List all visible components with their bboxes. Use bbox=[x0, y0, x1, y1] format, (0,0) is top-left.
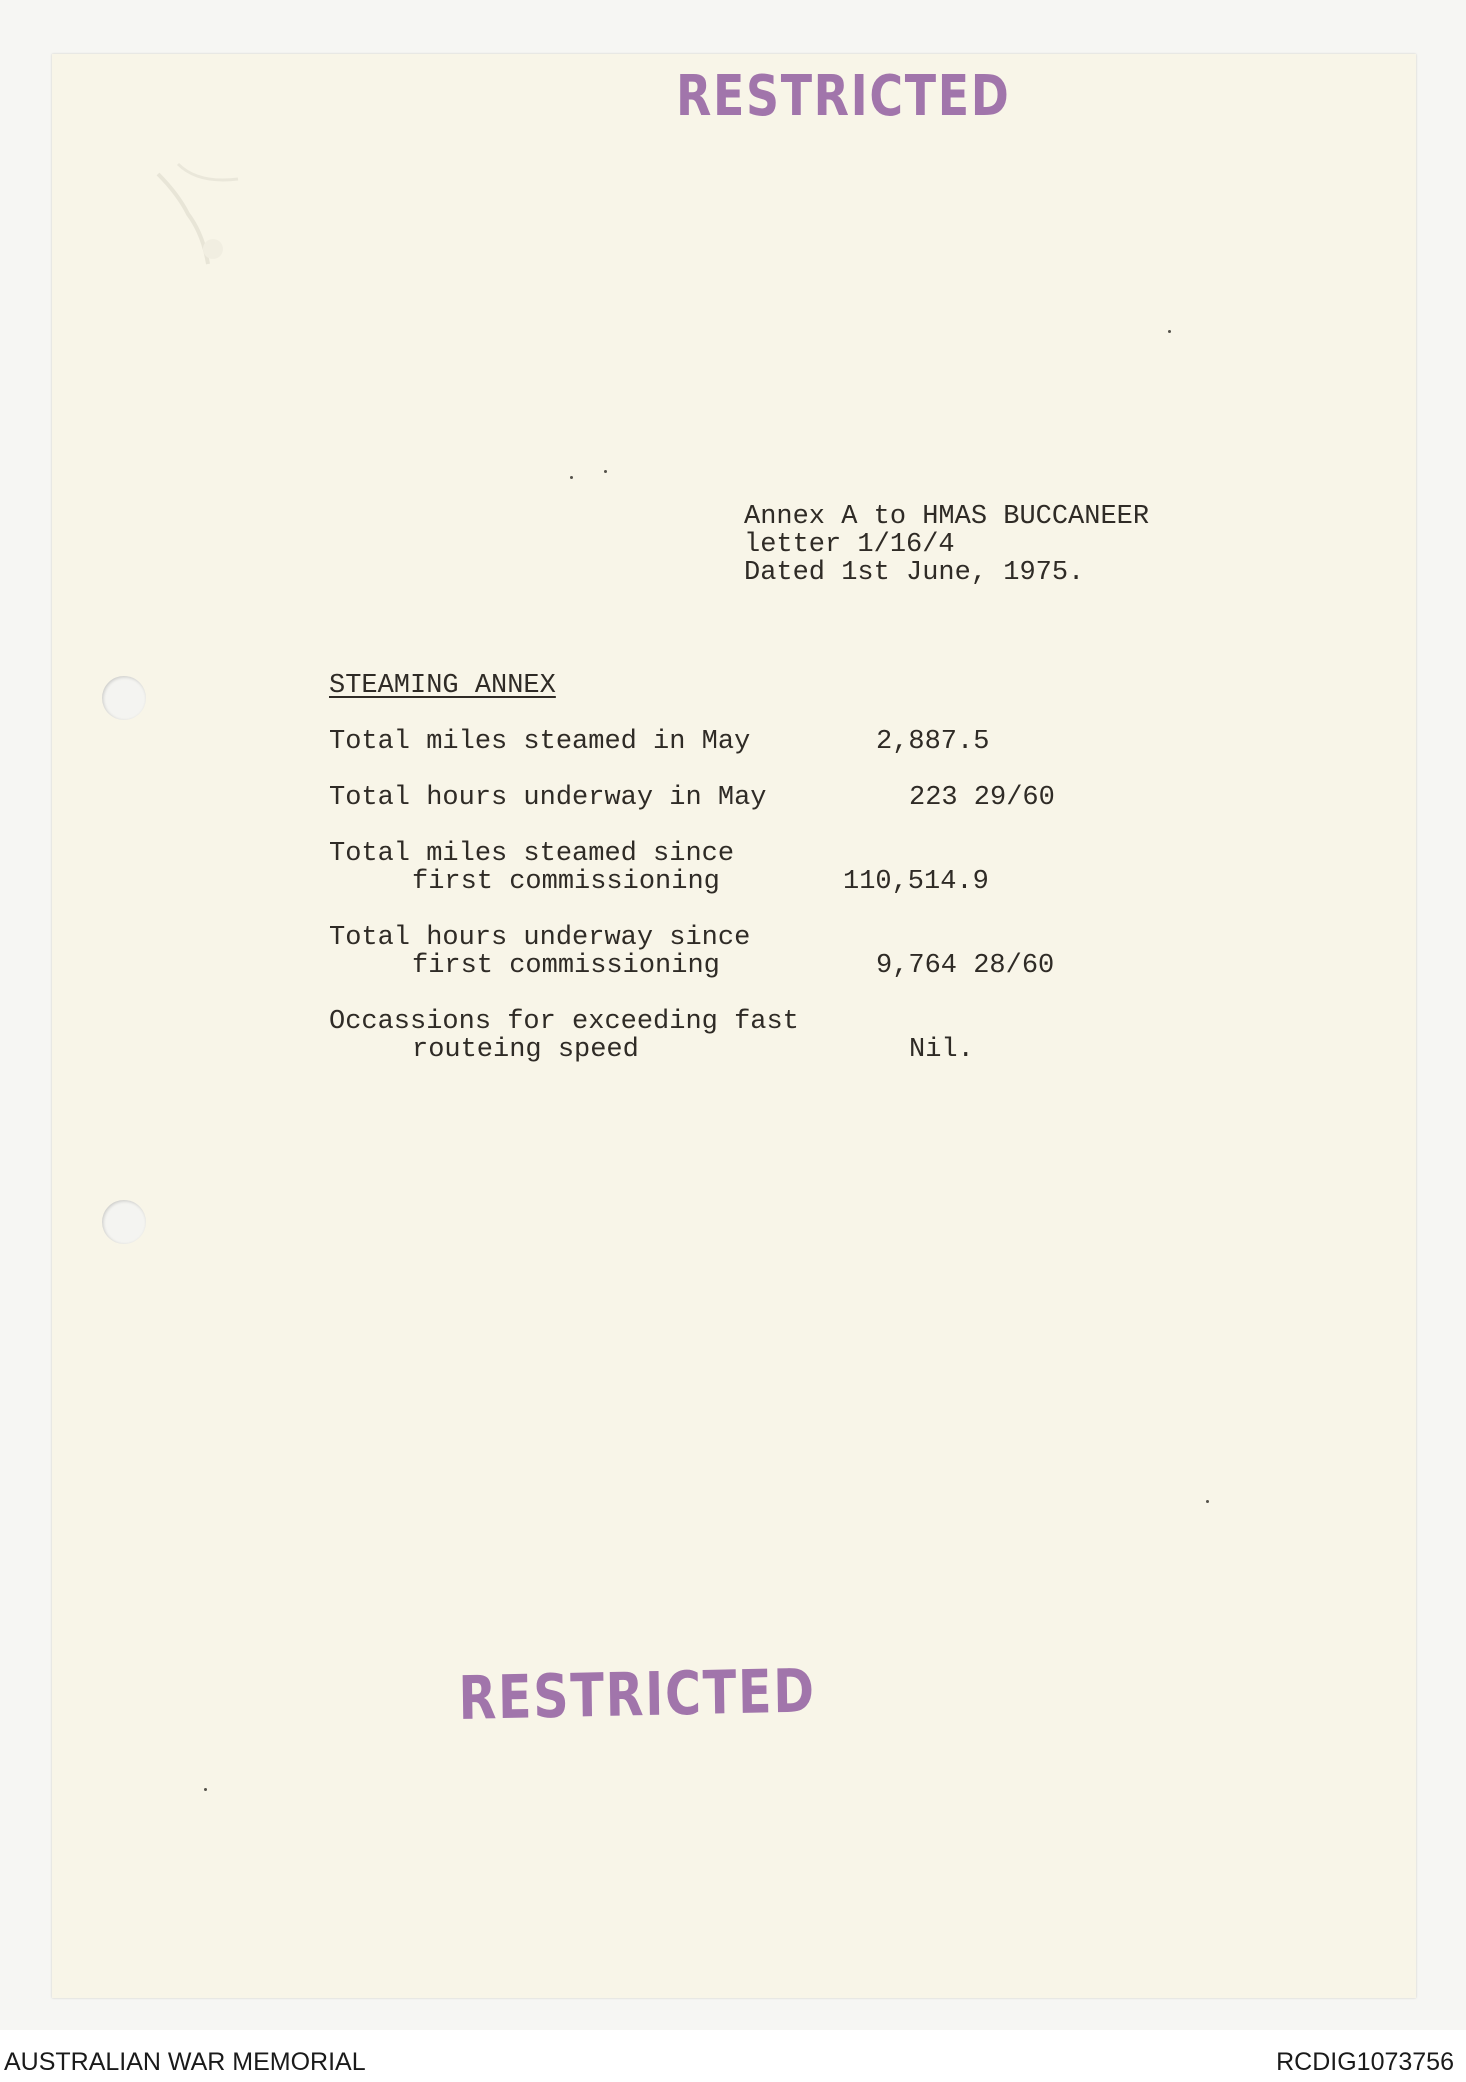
row-label-continuation: first commissioning bbox=[412, 951, 720, 981]
row-label: Total miles steamed since bbox=[329, 839, 735, 869]
row-value: Nil. bbox=[909, 1035, 974, 1065]
ink-speck bbox=[1206, 1500, 1209, 1503]
restricted-stamp-top: RESTRICTED bbox=[676, 64, 1011, 129]
paper-crease-mark bbox=[148, 154, 258, 284]
reference-line: letter 1/16/4 bbox=[744, 530, 955, 560]
annex-heading: STEAMING ANNEX bbox=[329, 671, 556, 701]
restricted-stamp-bottom: RESTRICTED bbox=[458, 1656, 817, 1734]
ink-speck bbox=[1168, 330, 1171, 333]
row-label: Total hours underway in May bbox=[329, 783, 767, 813]
row-label: Total miles steamed in May bbox=[329, 727, 751, 757]
reference-block bbox=[744, 503, 1149, 587]
ink-speck bbox=[604, 470, 607, 473]
row-label: Total hours underway since bbox=[329, 923, 751, 953]
ink-speck bbox=[570, 476, 573, 479]
row-value: 223 29/60 bbox=[909, 783, 1055, 813]
row-value: 110,514.9 bbox=[843, 867, 989, 897]
punch-hole-top bbox=[102, 676, 146, 720]
footer-archive-name: AUSTRALIAN WAR MEMORIAL bbox=[4, 2048, 366, 2076]
ink-speck bbox=[204, 1788, 207, 1791]
row-label-continuation: routeing speed bbox=[412, 1035, 639, 1065]
row-value: 9,764 28/60 bbox=[876, 951, 1055, 981]
footer-record-id: RCDIG1073756 bbox=[1276, 2048, 1454, 2076]
row-label-continuation: first commissioning bbox=[412, 867, 720, 897]
row-value: 2,887.5 bbox=[876, 727, 990, 757]
reference-line: Annex A to HMAS BUCCANEER bbox=[744, 502, 1150, 532]
punch-hole-bottom bbox=[102, 1200, 146, 1244]
row-label: Occassions for exceeding fast bbox=[329, 1007, 799, 1037]
reference-line: Dated 1st June, 1975. bbox=[744, 558, 1085, 588]
